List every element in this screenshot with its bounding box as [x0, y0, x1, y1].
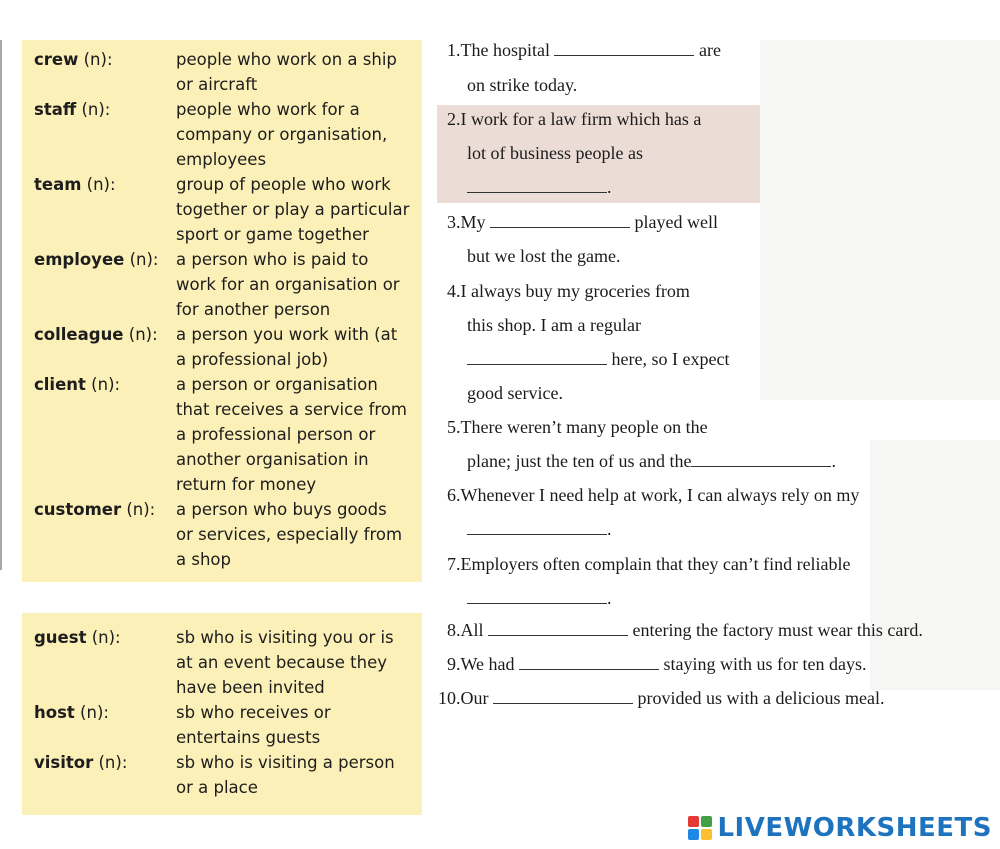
vocab-part-of-speech: (n): [83, 50, 113, 69]
question-3-line-2: but we lost the game. [467, 246, 621, 266]
vocabulary-panel-visiting [22, 613, 422, 815]
question-9: 9.We had staying with us for ten days. [447, 654, 867, 674]
question-2-line-3: . [467, 170, 612, 204]
answer-blank-6[interactable] [467, 518, 607, 535]
answer-blank-5[interactable] [691, 450, 831, 467]
definition-line: people who work on a ship [176, 50, 397, 69]
definition-line: a professional person or [176, 425, 376, 444]
question-7: 7.Employers often complain that they can’t find reliable [447, 554, 851, 574]
definition-line: a person who buys goods [176, 500, 387, 519]
vocab-part-of-speech: (n): [86, 175, 116, 194]
liveworksheets-grid-icon [688, 816, 712, 840]
definition-line: for another person [176, 300, 331, 319]
definition-line: company or organisation, [176, 125, 388, 144]
definition-line: together or play a particular [176, 200, 410, 219]
vocab-term [34, 172, 116, 197]
vocab-definition [176, 47, 424, 97]
vocab-definition [176, 372, 424, 497]
vocab-term [34, 247, 158, 272]
vocab-definition [176, 750, 424, 800]
definition-line: a professional job) [176, 350, 329, 369]
definition-line: that receives a service from [176, 400, 407, 419]
vocabulary-panel-work [22, 40, 422, 582]
definition-line: or a place [176, 778, 258, 797]
answer-blank-2[interactable] [467, 176, 607, 193]
liveworksheets-logo[interactable] [688, 813, 992, 843]
definition-line: group of people who work [176, 175, 391, 194]
definition-line: sb who receives or [176, 703, 331, 722]
definition-line: sb who is visiting a person [176, 753, 395, 772]
definition-line: at an event because they [176, 653, 387, 672]
definition-line: have been invited [176, 678, 325, 697]
question-2-line-2: lot of business people as [467, 143, 643, 163]
vocab-term [34, 47, 113, 72]
question-2: 2.I work for a law firm which has a [447, 109, 702, 129]
definition-line: a person or organisation [176, 375, 378, 394]
answer-blank-7[interactable] [467, 587, 607, 604]
vocab-word: customer [34, 500, 122, 519]
definition-line: return for money [176, 475, 317, 494]
vocab-part-of-speech: (n): [80, 703, 109, 722]
question-4-line-2: this shop. I am a regular [467, 315, 641, 335]
vocab-term [34, 700, 109, 725]
vocab-word: client [34, 375, 86, 394]
vocab-part-of-speech: (n): [98, 753, 128, 772]
vocab-definition [176, 247, 424, 322]
answer-blank-4[interactable] [467, 348, 607, 365]
vocab-definition [176, 625, 424, 700]
vocab-part-of-speech: (n): [128, 325, 158, 344]
vocab-part-of-speech: (n): [91, 375, 121, 394]
vocab-term [34, 497, 155, 522]
question-3: 3.My played well [447, 212, 718, 232]
definition-line: a person you work with (at [176, 325, 398, 344]
vocab-part-of-speech: (n): [126, 500, 156, 519]
answer-blank-9[interactable] [519, 653, 659, 670]
vocab-term [34, 750, 127, 775]
definition-line: sport or game together [176, 225, 369, 244]
question-5-line-2: plane; just the ten of us and the . [467, 451, 836, 471]
vocab-term [34, 322, 158, 347]
vocab-part-of-speech: (n): [81, 100, 111, 119]
vocab-word: staff [34, 100, 77, 119]
vocab-word: guest [34, 628, 87, 647]
definition-line: a person who is paid to [176, 250, 369, 269]
question-4: 4.I always buy my groceries from [447, 281, 690, 301]
question-4-line-4: good service. [467, 383, 563, 403]
definition-line: another organisation in [176, 450, 369, 469]
page-edge-line [0, 40, 2, 570]
answer-blank-1[interactable] [554, 39, 694, 56]
question-8: 8.All entering the factory must wear this card. [447, 620, 923, 640]
vocab-part-of-speech: (n): [129, 250, 159, 269]
vocab-definition [176, 172, 424, 247]
vocab-term [34, 372, 120, 397]
definition-line: a shop [176, 550, 231, 569]
definition-line: people who work for a [176, 100, 360, 119]
definition-line: work for an organisation or [176, 275, 400, 294]
question-1-line-2: on strike today. [467, 75, 578, 95]
answer-blank-3[interactable] [490, 211, 630, 228]
vocab-term [34, 625, 121, 650]
logo-text: LIVEWORKSHEETS [717, 813, 992, 843]
question-4-line-3: here, so I expect [467, 342, 729, 376]
answer-blank-10[interactable] [493, 687, 633, 704]
question-10: 10.Our provided us with a delicious meal. [438, 688, 885, 708]
question-7-line-2: . [467, 581, 612, 615]
definition-line: entertains guests [176, 728, 321, 747]
question-6-line-2: . [467, 512, 612, 546]
vocab-definition [176, 97, 424, 172]
vocab-part-of-speech: (n): [91, 628, 121, 647]
answer-blank-8[interactable] [488, 619, 628, 636]
definition-line: sb who is visiting you or is [176, 628, 394, 647]
vocab-definition [176, 700, 424, 750]
vocab-word: colleague [34, 325, 124, 344]
vocab-word: crew [34, 50, 79, 69]
vocab-word: employee [34, 250, 125, 269]
definition-line: or services, especially from [176, 525, 403, 544]
vocab-definition [176, 497, 424, 572]
definition-line: or aircraft [176, 75, 258, 94]
definition-line: employees [176, 150, 267, 169]
vocab-word: visitor [34, 753, 94, 772]
vocab-definition [176, 322, 424, 372]
question-1: 1.The hospital are [447, 40, 721, 60]
question-6: 6.Whenever I need help at work, I can always rely on my [447, 485, 860, 505]
vocab-word: host [34, 703, 75, 722]
vocab-term [34, 97, 110, 122]
vocab-word: team [34, 175, 82, 194]
question-5: 5.There weren’t many people on the [447, 417, 708, 437]
